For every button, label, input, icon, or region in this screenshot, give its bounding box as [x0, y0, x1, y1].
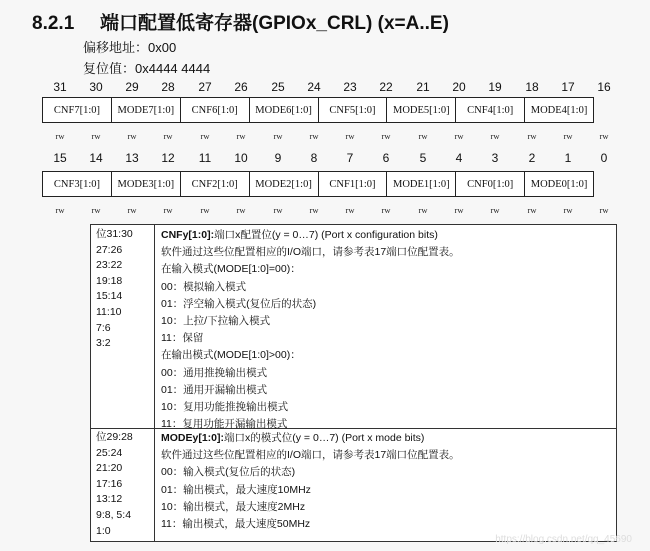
bit-number: 14 — [89, 151, 103, 165]
cnf-bit-ranges — [91, 225, 155, 428]
bit-range: 25:24 — [96, 446, 123, 459]
bit-range: 13:12 — [96, 493, 123, 506]
upper-access-row — [0, 131, 650, 147]
description-line: 11：复用功能开漏输出模式 — [161, 418, 288, 431]
reset-value: 复位值：0x4444 4444 — [83, 61, 211, 76]
description-line: 10：复用功能推挽输出模式 — [161, 401, 289, 414]
register-lower-row — [42, 171, 594, 197]
access-label: rw — [418, 205, 428, 215]
cnf-description-text — [155, 225, 616, 433]
bit-range: 17:16 — [96, 477, 123, 490]
bit-range: 21:20 — [96, 462, 123, 475]
access-label: rw — [273, 131, 283, 141]
bit-range: 23:22 — [96, 259, 123, 272]
section-title-text: 端口配置低寄存器(GPIOx_CRL) (x=A..E) — [100, 13, 449, 34]
description-line: 11：输出模式，最大速度50MHz — [161, 518, 311, 531]
bit-number: 15 — [53, 151, 67, 165]
lower-bit-numbers — [0, 151, 650, 167]
bit-range: 15:14 — [96, 290, 123, 303]
access-label: rw — [200, 131, 210, 141]
register-field: MODE1[1:0] — [387, 172, 456, 196]
register-upper-row — [42, 97, 594, 123]
bit-number: 1 — [564, 151, 572, 165]
access-label: rw — [345, 131, 355, 141]
access-label: rw — [490, 131, 500, 141]
description-line: 10：上拉/下拉输入模式 — [161, 315, 271, 328]
register-field: CNF5[1:0] — [319, 98, 388, 122]
bit-range: 11:10 — [96, 305, 122, 318]
bit-number: 8 — [310, 151, 318, 165]
access-label: rw — [599, 131, 609, 141]
bit-number: 28 — [161, 80, 175, 94]
bit-number: 6 — [382, 151, 390, 165]
access-label: rw — [309, 205, 319, 215]
offset-address: 偏移地址：0x00 — [83, 40, 177, 55]
register-field: CNF6[1:0] — [181, 98, 250, 122]
bit-number: 19 — [488, 80, 502, 94]
access-label: rw — [236, 205, 246, 215]
access-label: rw — [163, 131, 173, 141]
bit-range: 19:18 — [96, 274, 123, 287]
description-line: 01：通用开漏输出模式 — [161, 383, 268, 396]
bit-number: 18 — [525, 80, 539, 94]
bit-range: 位29:28 — [96, 431, 133, 443]
register-field: MODE2[1:0] — [250, 172, 319, 196]
access-label: rw — [55, 205, 65, 215]
mode-heading — [161, 430, 616, 447]
bit-number: 16 — [597, 80, 611, 94]
bit-number: 11 — [198, 151, 212, 165]
mode-description-text — [155, 428, 616, 533]
register-field: CNF0[1:0] — [456, 172, 525, 196]
bit-number: 26 — [234, 80, 248, 94]
bit-number: 12 — [161, 151, 175, 165]
register-field: CNF1[1:0] — [319, 172, 388, 196]
description-line: 00：输入模式(复位后的状态) — [161, 466, 296, 479]
access-label: rw — [200, 205, 210, 215]
access-label: rw — [91, 131, 101, 141]
access-label: rw — [454, 205, 464, 215]
mode-field-title: 端口x的模式位(y = 0…7) (Port x mode bits) — [224, 432, 425, 444]
bit-number: 25 — [271, 80, 285, 94]
access-label: rw — [490, 205, 500, 215]
bit-range: 9:8, 5:4 — [96, 508, 132, 521]
access-label: rw — [527, 131, 537, 141]
description-line: 01：浮空输入模式(复位后的状态) — [161, 297, 317, 310]
bit-number: 10 — [234, 151, 248, 165]
bit-description-table — [90, 224, 617, 542]
access-label: rw — [381, 205, 391, 215]
description-line: 11：保留 — [161, 332, 204, 345]
description-line: 在输出模式(MODE[1:0]>00)： — [161, 349, 301, 362]
bit-number: 9 — [274, 151, 282, 165]
description-line: 软件通过这些位配置相应的I/O端口，请参考表17端口位配置表。 — [161, 246, 460, 259]
access-label: rw — [163, 205, 173, 215]
section-number: 8.2.1 — [32, 13, 75, 34]
cnf-field-name: CNFy[1:0]: — [161, 229, 215, 241]
access-label: rw — [236, 131, 246, 141]
register-field: CNF2[1:0] — [181, 172, 250, 196]
cnf-description-row — [91, 225, 616, 429]
bit-number: 4 — [455, 151, 463, 165]
description-line: 10：输出模式，最大速度2MHz — [161, 500, 306, 513]
access-label: rw — [55, 131, 65, 141]
bit-number: 29 — [125, 80, 139, 94]
cnf-field-title: 端口x配置位(y = 0…7) (Port x configuration bits) — [214, 229, 438, 241]
bit-range: 位31:30 — [96, 228, 133, 240]
bit-number: 2 — [528, 151, 536, 165]
bit-number: 21 — [416, 80, 430, 94]
access-label: rw — [599, 205, 609, 215]
upper-bit-numbers — [0, 80, 650, 96]
register-field: CNF3[1:0] — [43, 172, 112, 196]
bit-number: 20 — [452, 80, 466, 94]
access-label: rw — [273, 205, 283, 215]
access-label: rw — [563, 131, 573, 141]
cnf-heading — [161, 227, 616, 244]
bit-number: 27 — [198, 80, 212, 94]
bit-number: 23 — [343, 80, 357, 94]
register-field: MODE5[1:0] — [387, 98, 456, 122]
bit-range: 7:6 — [96, 321, 111, 334]
bit-range: 27:26 — [96, 243, 123, 256]
lower-access-row — [0, 205, 650, 221]
access-label: rw — [127, 131, 137, 141]
register-field: CNF7[1:0] — [43, 98, 112, 122]
description-line: 软件通过这些位配置相应的I/O端口，请参考表17端口位配置表。 — [161, 449, 460, 462]
mode-bit-ranges — [91, 428, 155, 541]
description-line: 00：模拟输入模式 — [161, 280, 247, 293]
register-field: MODE3[1:0] — [112, 172, 181, 196]
register-field: MODE4[1:0] — [530, 104, 588, 116]
bit-number: 0 — [600, 151, 608, 165]
access-label: rw — [454, 131, 464, 141]
register-field: CNF4[1:0] — [456, 98, 525, 122]
register-field: MODE6[1:0] — [250, 98, 319, 122]
access-label: rw — [91, 205, 101, 215]
bit-number: 17 — [561, 80, 575, 94]
bit-number: 24 — [307, 80, 321, 94]
bit-number: 3 — [491, 151, 499, 165]
register-field: MODE0[1:0] — [530, 178, 588, 190]
access-label: rw — [381, 131, 391, 141]
access-label: rw — [127, 205, 137, 215]
section-title — [32, 8, 449, 35]
access-label: rw — [527, 205, 537, 215]
bit-number: 13 — [125, 151, 139, 165]
access-label: rw — [345, 205, 355, 215]
bit-number: 5 — [419, 151, 427, 165]
bit-range: 3:2 — [96, 337, 111, 350]
description-line: 00：通用推挽输出模式 — [161, 366, 268, 379]
register-field: MODE7[1:0] — [112, 98, 181, 122]
access-label: rw — [563, 205, 573, 215]
watermark: https://blog.csdn.net/qq_45690 — [495, 534, 632, 545]
bit-number: 30 — [89, 80, 103, 94]
bit-number: 22 — [379, 80, 393, 94]
access-label: rw — [418, 131, 428, 141]
description-line: 在输入模式(MODE[1:0]=00)： — [161, 263, 301, 276]
bit-range: 1:0 — [96, 524, 111, 537]
mode-field-name: MODEy[1:0]: — [161, 432, 225, 444]
access-label: rw — [309, 131, 319, 141]
mode-description-row — [91, 428, 616, 541]
bit-number: 31 — [53, 80, 67, 94]
description-line: 01：输出模式，最大速度10MHz — [161, 483, 311, 496]
bit-number: 7 — [346, 151, 354, 165]
